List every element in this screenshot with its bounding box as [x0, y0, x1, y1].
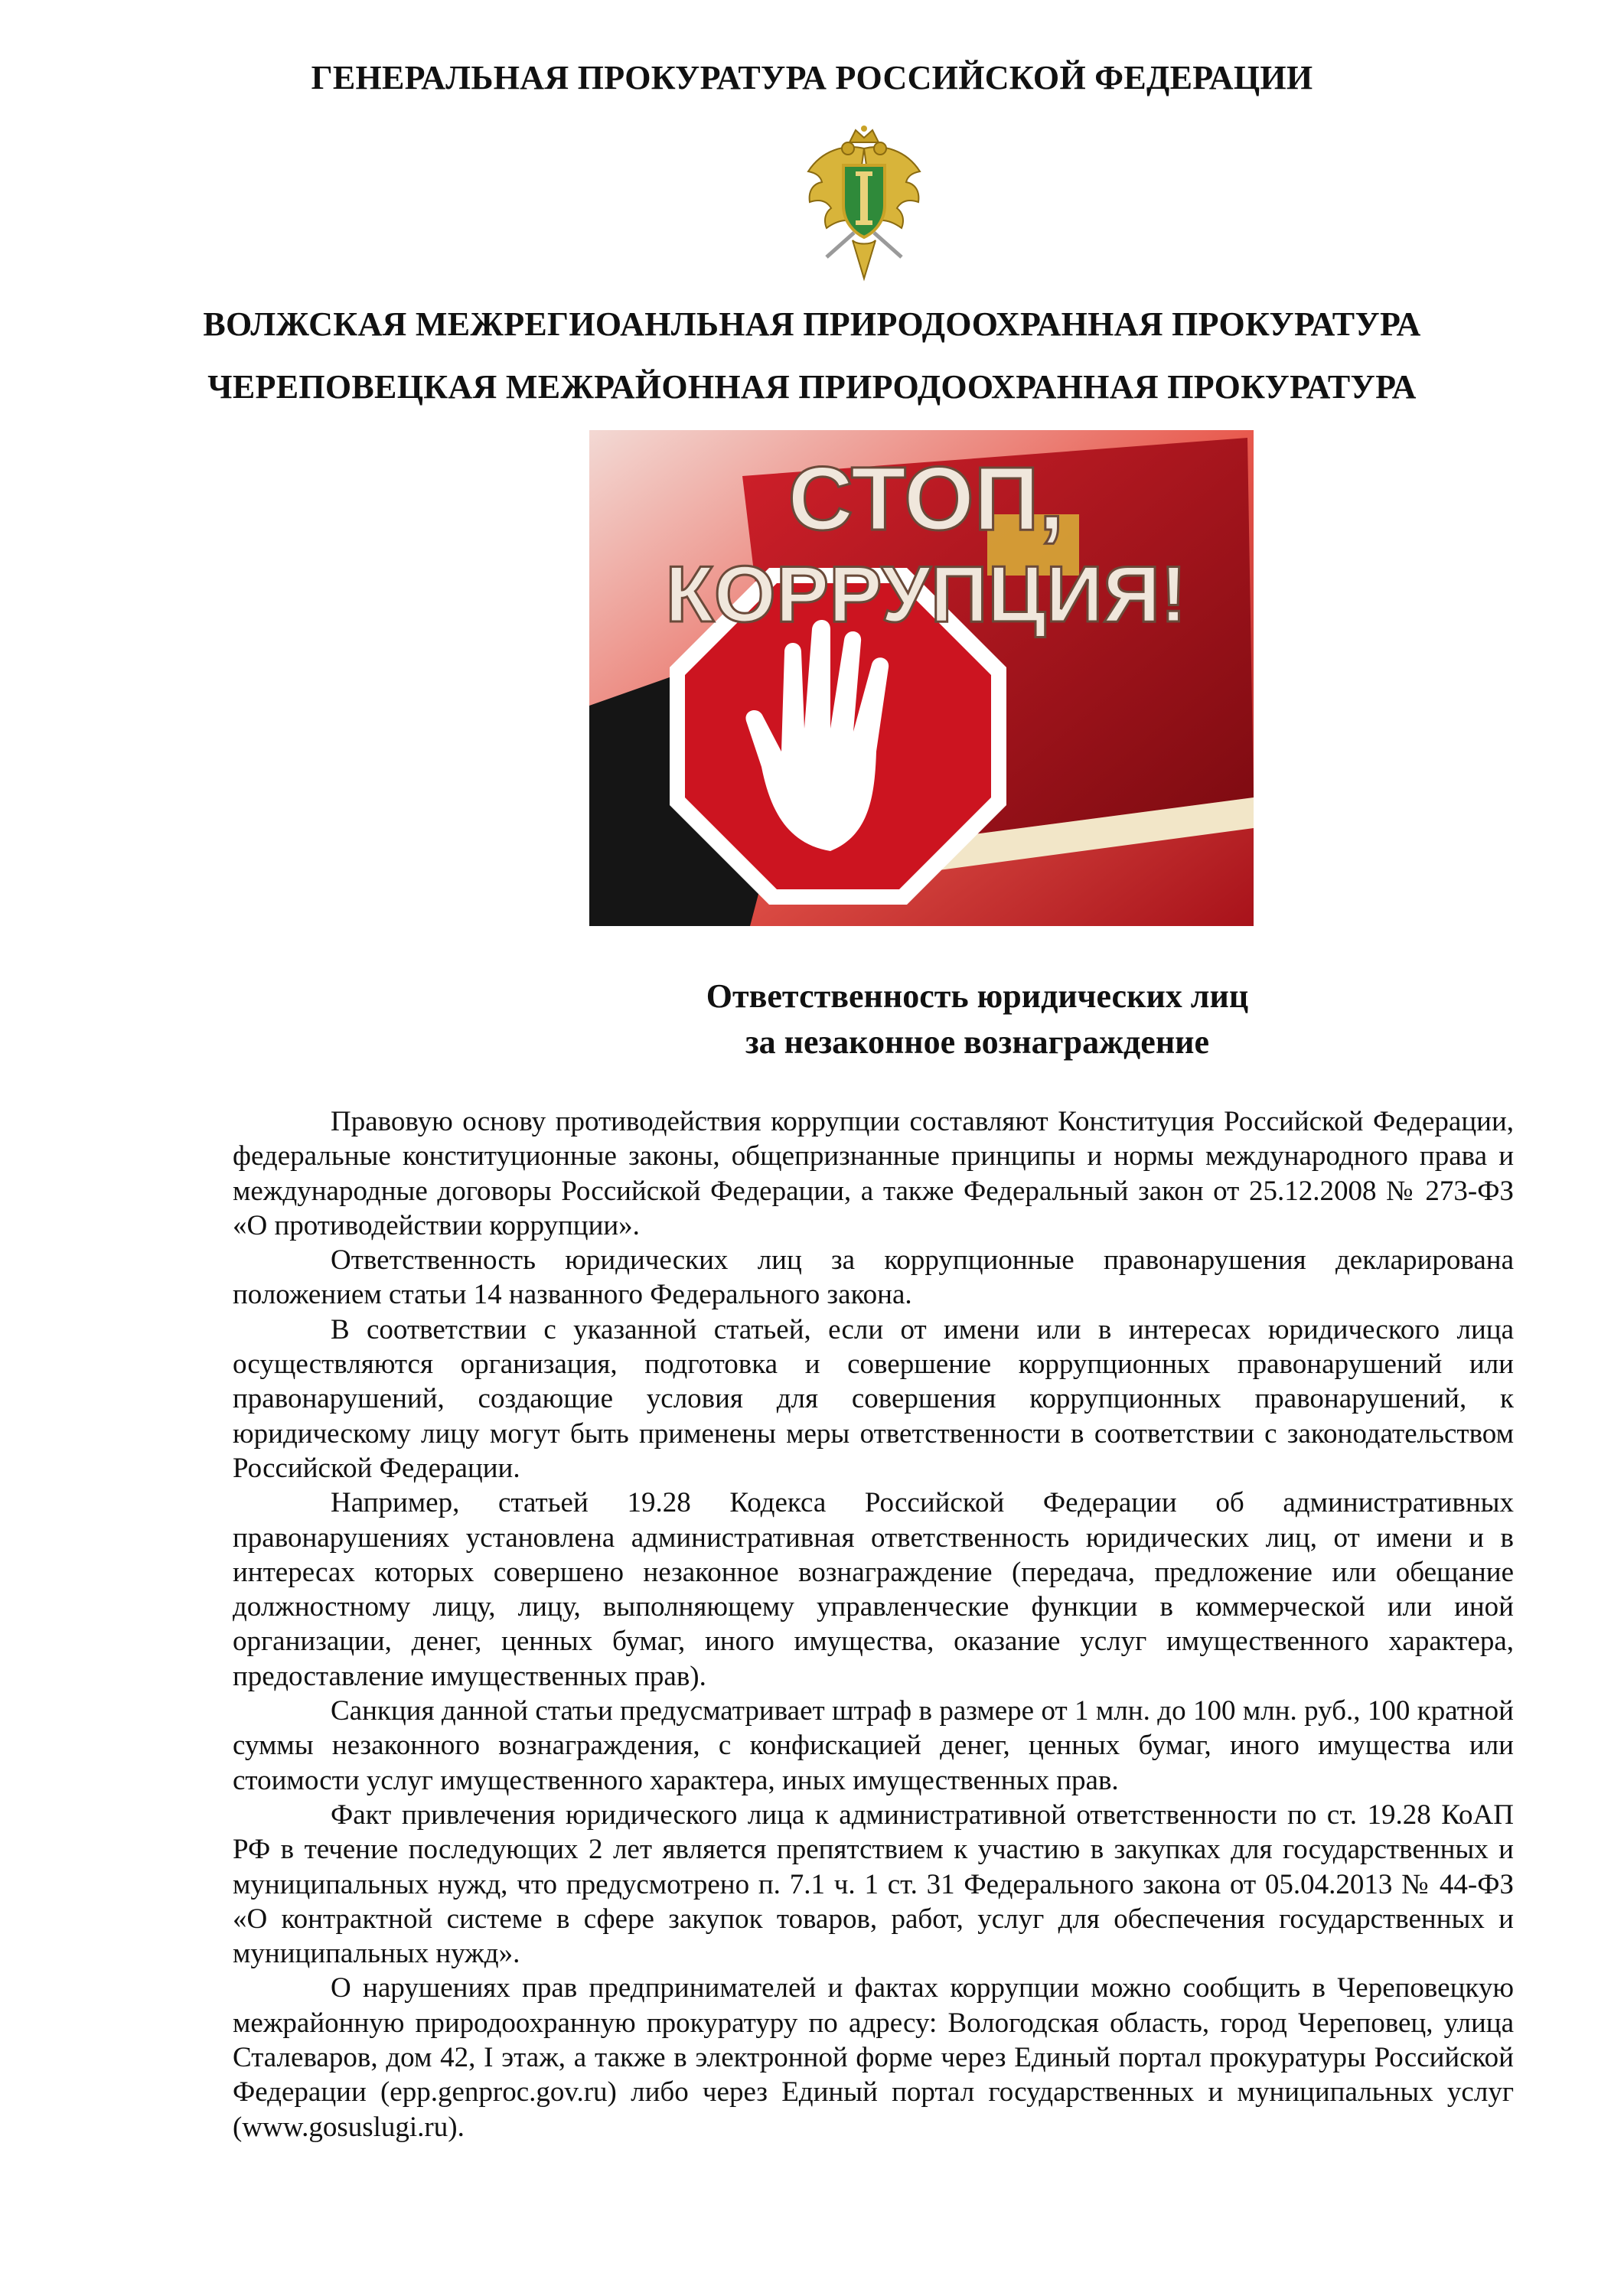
header-cherepovets-prosecutor: ЧЕРЕПОВЕЦКАЯ МЕЖРАЙОННАЯ ПРИРОДООХРАННАЯ ПРОКУРАТУРА — [207, 368, 1417, 406]
paragraph-5: Санкция данной статьи предусматривает штраф в размере от 1 млн. до 100 млн. руб., 100 кратной суммы незаконного вознаграждения, с конфискацией денег, ценных бумаг, иного имущества или стоимости услуг имущественного характера, иных имущественных прав. — [233, 1695, 1514, 1796]
article-title-line2: за незаконное вознаграждение — [745, 1023, 1210, 1061]
paragraph-1: Правовую основу противодействия коррупции составляют Конституция Российской Федерации, федеральные конституционные законы, общепризнанные принципы и нормы международного права и международные договоры Российской Федерации, а также Федеральный закон от 25.12.2008 № 273-ФЗ «О противодействии коррупции». — [233, 1106, 1514, 1241]
header-prosecutor-general: ГЕНЕРАЛЬНАЯ ПРОКУРАТУРА РОССИЙСКОЙ ФЕДЕРАЦИИ — [311, 59, 1313, 96]
poster-line2: КОРРУПЦИЯ! — [665, 550, 1187, 639]
stop-corruption-poster — [589, 430, 1254, 926]
paragraph-6: Факт привлечения юридического лица к административной ответственности по ст. 19.28 КоАП РФ в течение последующих 2 лет является препятствием к участию в закупках для государственных и муниципальных нужд, что предусмотрено п. 7.1 ч. 1 ст. 31 Федерального закона от 05.04.2013 № 44-ФЗ «О контрактной системе в сфере закупок товаров, работ, услуг для обеспечения государственных и муниципальных нужд». — [233, 1799, 1514, 1970]
header-volga-prosecutor: ВОЛЖСКАЯ МЕЖРЕГИОАНЛЬНАЯ ПРИРОДООХРАННАЯ ПРОКУРАТУРА — [203, 305, 1421, 343]
paragraph-4: Например, статьей 19.28 Кодекса Российской Федерации об административных правонарушениях установлена административная ответственность юридических лиц, от имени и в интересах которых совершено незаконное вознаграждение (передача, предложение или обещание должностному лицу, лицу, выполняющему управленческие функции в коммерческой или иной организации, денег, ценных бумаг, иного имущества, оказание услуг имущественного характера, предоставление имущественных прав). — [233, 1487, 1514, 1692]
article-title-line1: Ответственность юридических лиц — [706, 977, 1249, 1015]
poster-line1: СТОП, — [788, 448, 1065, 550]
paragraph-3: В соответствии с указанной статьей, если от имени или в интересах юридического лица осуществляются организация, подготовка и совершение коррупционных правонарушений или правонарушений, создающие условия для совершения коррупционных правонарушений, к юридическому лицу могут быть применены меры ответственности в соответствии с законодательством Российской Федерации. — [233, 1313, 1514, 1484]
paragraph-7: О нарушениях прав предпринимателей и фактах коррупции можно сообщить в Череповецкую межрайонную природоохранную прокуратуру по адресу: Вологодская область, город Череповец, улица Сталеваров, дом 42, I этаж, а также в электронной форме через Единый портал прокуратуры Российской Федерации (epp.genproc.gov.ru) либо через Единый портал государственных и муниципальных услуг (www.gosuslugi.ru). — [233, 1972, 1514, 2143]
prosecutor-emblem-icon — [799, 126, 929, 283]
article-body — [233, 1104, 1514, 2144]
paragraph-2: Ответственность юридических лиц за коррупционные правонарушения декларирована положением статьи 14 названного Федерального закона. — [233, 1244, 1514, 1311]
